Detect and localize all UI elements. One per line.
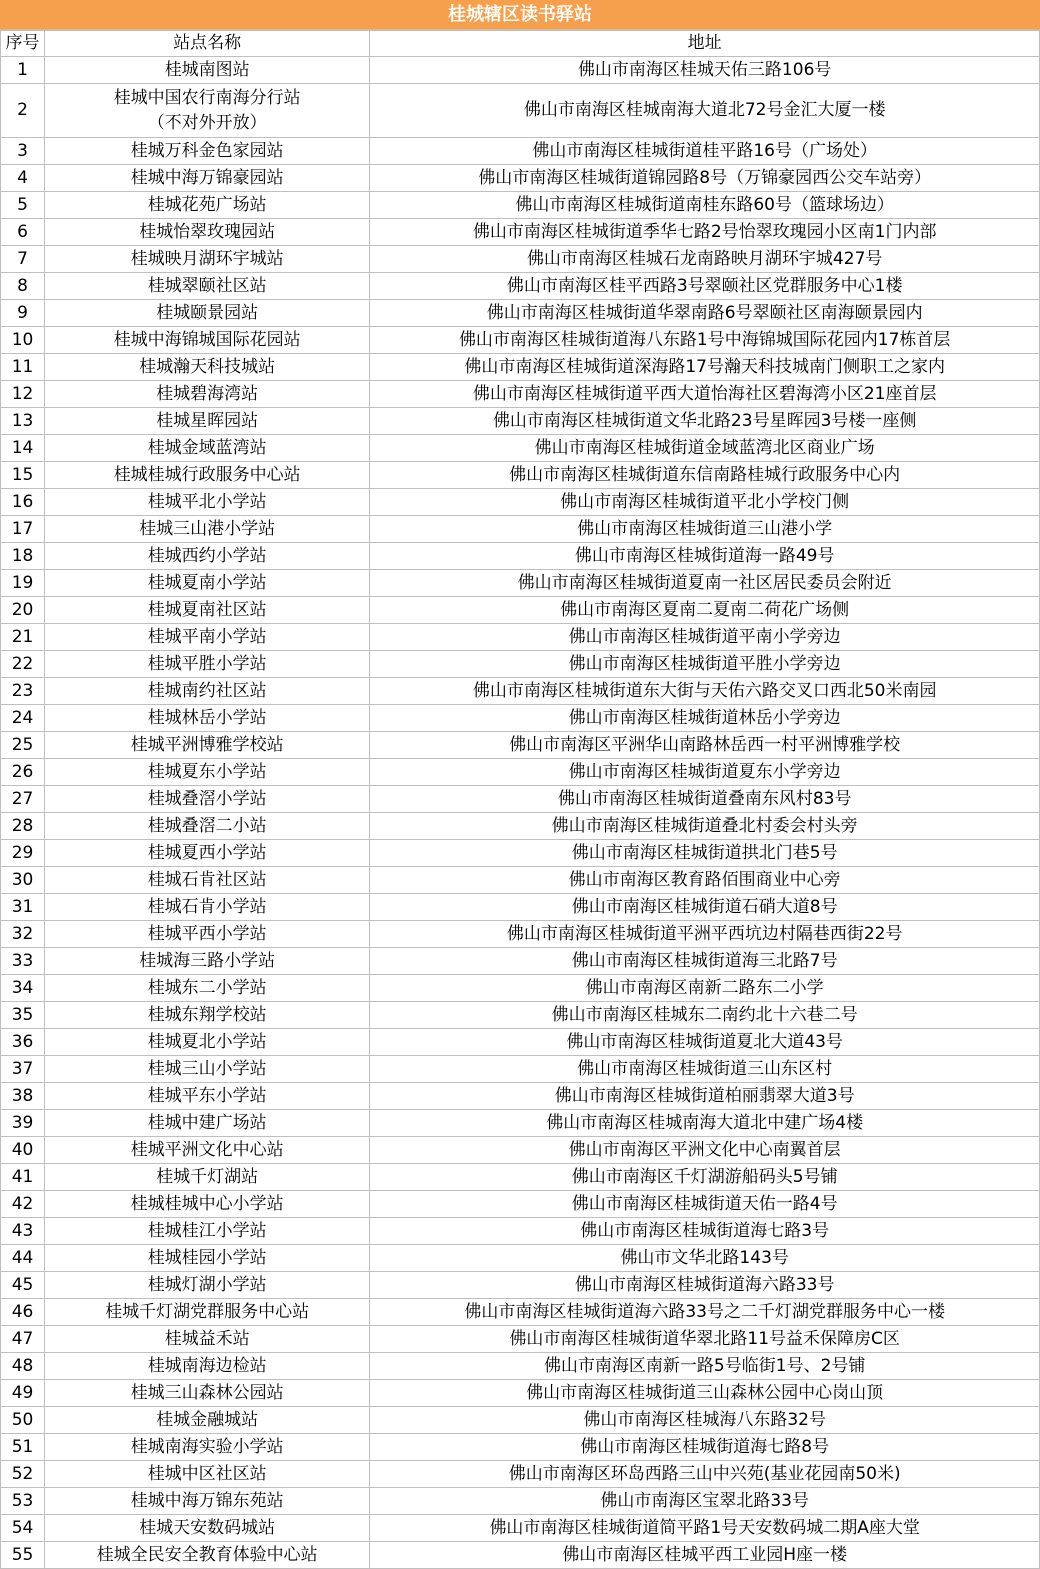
row-number: 48 xyxy=(1,1353,45,1380)
table-row xyxy=(1,624,1040,651)
table-row xyxy=(1,1515,1040,1542)
station-name: 桂城千灯湖党群服务中心站 xyxy=(45,1299,370,1326)
station-name: 桂城全民安全教育体验中心站 xyxy=(45,1542,370,1569)
station-address: 佛山市南海区桂城街道平洲平西坑边村隔巷西街22号 xyxy=(370,921,1040,948)
station-name-line1: 桂城中国农行南海分行站 xyxy=(113,87,301,108)
table-row xyxy=(1,813,1040,840)
table-row xyxy=(1,1191,1040,1218)
station-address: 佛山市南海区桂城街道季华七路2号怡翠玫瑰园小区南1门内部 xyxy=(370,219,1040,246)
row-number: 4 xyxy=(1,165,45,192)
row-number: 39 xyxy=(1,1110,45,1137)
table-row xyxy=(1,840,1040,867)
station-address: 佛山市南海区桂城街道华翠南路6号翠颐社区南海颐景园内 xyxy=(370,300,1040,327)
table-row xyxy=(1,57,1040,84)
station-name: 桂城中海万锦豪园站 xyxy=(45,165,370,192)
row-number: 34 xyxy=(1,975,45,1002)
row-number: 37 xyxy=(1,1056,45,1083)
table-row xyxy=(1,1137,1040,1164)
station-address: 佛山市南海区桂城街道海八东路1号中海锦城国际花园内17栋首层 xyxy=(370,327,1040,354)
header-name: 站点名称 xyxy=(45,31,370,57)
table-row xyxy=(1,192,1040,219)
station-name: 桂城夏北小学站 xyxy=(45,1029,370,1056)
row-number: 5 xyxy=(1,192,45,219)
row-number: 10 xyxy=(1,327,45,354)
station-address: 佛山市南海区桂城街道叠南东风村83号 xyxy=(370,786,1040,813)
row-number: 31 xyxy=(1,894,45,921)
station-address: 佛山市南海区桂城街道华翠北路11号益禾保障房C区 xyxy=(370,1326,1040,1353)
station-address: 佛山市南海区桂城街道三山东区村 xyxy=(370,1056,1040,1083)
station-name: 桂城中海万锦东苑站 xyxy=(45,1488,370,1515)
station-address: 佛山市南海区桂城街道海六路33号 xyxy=(370,1272,1040,1299)
row-number: 16 xyxy=(1,489,45,516)
row-number: 26 xyxy=(1,759,45,786)
table-row xyxy=(1,1110,1040,1137)
station-address: 佛山市南海区桂城南海大道北72号金汇大厦一楼 xyxy=(370,84,1040,138)
station-name: 桂城平南小学站 xyxy=(45,624,370,651)
row-number: 13 xyxy=(1,408,45,435)
row-number: 22 xyxy=(1,651,45,678)
table-row xyxy=(1,516,1040,543)
station-address: 佛山市南海区宝翠北路33号 xyxy=(370,1488,1040,1515)
station-name: 桂城万科金色家园站 xyxy=(45,138,370,165)
row-number: 50 xyxy=(1,1407,45,1434)
row-number: 24 xyxy=(1,705,45,732)
table-row xyxy=(1,948,1040,975)
station-name: 桂城西约小学站 xyxy=(45,543,370,570)
station-name: 桂城花苑广场站 xyxy=(45,192,370,219)
row-number: 51 xyxy=(1,1434,45,1461)
station-address: 佛山市南海区桂城街道天佑一路4号 xyxy=(370,1191,1040,1218)
station-name: 桂城叠滘小学站 xyxy=(45,786,370,813)
table-row xyxy=(1,1002,1040,1029)
station-address: 佛山市南海区桂城街道林岳小学旁边 xyxy=(370,705,1040,732)
station-name: 桂城三山港小学站 xyxy=(45,516,370,543)
row-number: 30 xyxy=(1,867,45,894)
row-number: 6 xyxy=(1,219,45,246)
station-address: 佛山市南海区环岛西路三山中兴苑(基业花园南50米) xyxy=(370,1461,1040,1488)
station-address: 佛山市南海区桂城海八东路32号 xyxy=(370,1407,1040,1434)
station-address: 佛山市南海区桂城天佑三路106号 xyxy=(370,57,1040,84)
station-name: 桂城南海实验小学站 xyxy=(45,1434,370,1461)
header-row xyxy=(1,31,1040,57)
row-number: 1 xyxy=(1,57,45,84)
table-row xyxy=(1,732,1040,759)
row-number: 21 xyxy=(1,624,45,651)
station-name: 桂城平洲文化中心站 xyxy=(45,1137,370,1164)
row-number: 29 xyxy=(1,840,45,867)
row-number: 14 xyxy=(1,435,45,462)
table-row xyxy=(1,84,1040,138)
table-row xyxy=(1,651,1040,678)
station-address: 佛山市南海区桂城街道海一路49号 xyxy=(370,543,1040,570)
station-address: 佛山市南海区桂城街道夏东小学旁边 xyxy=(370,759,1040,786)
station-address: 佛山市南海区千灯湖游船码头5号铺 xyxy=(370,1164,1040,1191)
station-name: 桂城怡翠玫瑰园站 xyxy=(45,219,370,246)
station-name: 桂城南海边检站 xyxy=(45,1353,370,1380)
row-number: 38 xyxy=(1,1083,45,1110)
row-number: 20 xyxy=(1,597,45,624)
station-address: 佛山市南海区桂城街道平西大道怡海社区碧海湾小区21座首层 xyxy=(370,381,1040,408)
station-address: 佛山市南海区桂平西路3号翠颐社区党群服务中心1楼 xyxy=(370,273,1040,300)
row-number: 55 xyxy=(1,1542,45,1569)
table-row xyxy=(1,219,1040,246)
station-address: 佛山市南海区桂城街道海六路33号之二千灯湖党群服务中心一楼 xyxy=(370,1299,1040,1326)
station-name: 桂城夏南小学站 xyxy=(45,570,370,597)
station-address: 佛山市南海区桂城平西工业园H座一楼 xyxy=(370,1542,1040,1569)
station-name: 桂城叠滘二小站 xyxy=(45,813,370,840)
row-number: 23 xyxy=(1,678,45,705)
table-row xyxy=(1,327,1040,354)
row-number: 41 xyxy=(1,1164,45,1191)
table-row xyxy=(1,1542,1040,1569)
table-row xyxy=(1,1299,1040,1326)
station-name: 桂城平东小学站 xyxy=(45,1083,370,1110)
station-name: 桂城石肯小学站 xyxy=(45,894,370,921)
table-row xyxy=(1,1326,1040,1353)
table-row xyxy=(1,165,1040,192)
table-row xyxy=(1,597,1040,624)
row-number: 8 xyxy=(1,273,45,300)
station-address: 佛山市南海区桂城街道平胜小学旁边 xyxy=(370,651,1040,678)
table-row xyxy=(1,786,1040,813)
station-address: 佛山市南海区平洲华山南路林岳西一村平洲博雅学校 xyxy=(370,732,1040,759)
row-number: 53 xyxy=(1,1488,45,1515)
table-row xyxy=(1,273,1040,300)
table-row xyxy=(1,894,1040,921)
station-name-note: （不对外开放） xyxy=(147,112,267,133)
station-name: 桂城东翔学校站 xyxy=(45,1002,370,1029)
table-row xyxy=(1,246,1040,273)
station-name: 桂城瀚天科技城站 xyxy=(45,354,370,381)
table-row xyxy=(1,705,1040,732)
table-row xyxy=(1,1434,1040,1461)
row-number: 49 xyxy=(1,1380,45,1407)
station-address: 佛山市南海区南新二路东二小学 xyxy=(370,975,1040,1002)
station-name: 桂城金域蓝湾站 xyxy=(45,435,370,462)
station-address: 佛山市南海区桂城街道桂平路16号（广场处） xyxy=(370,138,1040,165)
station-name: 桂城桂江小学站 xyxy=(45,1218,370,1245)
table-row xyxy=(1,138,1040,165)
station-name: 桂城夏西小学站 xyxy=(45,840,370,867)
row-number: 45 xyxy=(1,1272,45,1299)
station-address: 佛山市南海区桂城街道叠北村委会村头旁 xyxy=(370,813,1040,840)
station-address: 佛山市南海区桂城街道夏北大道43号 xyxy=(370,1029,1040,1056)
table-row xyxy=(1,570,1040,597)
row-number: 7 xyxy=(1,246,45,273)
station-name: 桂城夏东小学站 xyxy=(45,759,370,786)
row-number: 11 xyxy=(1,354,45,381)
table-row xyxy=(1,1029,1040,1056)
row-number: 3 xyxy=(1,138,45,165)
table-row xyxy=(1,462,1040,489)
row-number: 27 xyxy=(1,786,45,813)
table-row xyxy=(1,1353,1040,1380)
row-number: 43 xyxy=(1,1218,45,1245)
table-row xyxy=(1,1245,1040,1272)
station-name: 桂城中区社区站 xyxy=(45,1461,370,1488)
station-name: 桂城桂园小学站 xyxy=(45,1245,370,1272)
station-address: 佛山市南海区桂城街道三山港小学 xyxy=(370,516,1040,543)
station-name: 桂城三山小学站 xyxy=(45,1056,370,1083)
table-row xyxy=(1,354,1040,381)
table-row xyxy=(1,1461,1040,1488)
row-number: 33 xyxy=(1,948,45,975)
station-name: 桂城灯湖小学站 xyxy=(45,1272,370,1299)
station-address: 佛山市南海区桂城石龙南路映月湖环宇城427号 xyxy=(370,246,1040,273)
station-name: 桂城碧海湾站 xyxy=(45,381,370,408)
station-address: 佛山市南海区桂城街道金域蓝湾北区商业广场 xyxy=(370,435,1040,462)
table-row xyxy=(1,1380,1040,1407)
station-address: 佛山市南海区桂城街道三山森林公园中心岗山顶 xyxy=(370,1380,1040,1407)
table-row xyxy=(1,678,1040,705)
header-address: 地址 xyxy=(370,31,1040,57)
table-row xyxy=(1,489,1040,516)
row-number: 44 xyxy=(1,1245,45,1272)
table-row xyxy=(1,408,1040,435)
station-name: 桂城平洲博雅学校站 xyxy=(45,732,370,759)
station-name: 桂城东二小学站 xyxy=(45,975,370,1002)
row-number: 9 xyxy=(1,300,45,327)
station-name: 桂城海三路小学站 xyxy=(45,948,370,975)
table-row xyxy=(1,1218,1040,1245)
station-address: 佛山市南海区桂城街道夏南一社区居民委员会附近 xyxy=(370,570,1040,597)
station-address: 佛山市南海区桂城街道平北小学校门侧 xyxy=(370,489,1040,516)
row-number: 17 xyxy=(1,516,45,543)
station-address: 佛山市南海区桂城街道南桂东路60号（篮球场边） xyxy=(370,192,1040,219)
station-address: 佛山市南海区桂城街道柏丽翡翠大道3号 xyxy=(370,1083,1040,1110)
station-name: 桂城林岳小学站 xyxy=(45,705,370,732)
station-name: 桂城金融城站 xyxy=(45,1407,370,1434)
station-name: 桂城天安数码城站 xyxy=(45,1515,370,1542)
station-name: 桂城桂城中心小学站 xyxy=(45,1191,370,1218)
row-number: 47 xyxy=(1,1326,45,1353)
row-number: 12 xyxy=(1,381,45,408)
station-address: 佛山市南海区桂城街道锦园路8号（万锦豪园西公交车站旁） xyxy=(370,165,1040,192)
table-row xyxy=(1,1056,1040,1083)
row-number: 2 xyxy=(1,84,45,138)
station-address: 佛山市南海区桂城街道海七路3号 xyxy=(370,1218,1040,1245)
station-name: 桂城映月湖环宇城站 xyxy=(45,246,370,273)
table-row xyxy=(1,1164,1040,1191)
station-name: 桂城千灯湖站 xyxy=(45,1164,370,1191)
station-address: 佛山市南海区桂城街道东信南路桂城行政服务中心内 xyxy=(370,462,1040,489)
table-row xyxy=(1,300,1040,327)
station-name: 桂城翠颐社区站 xyxy=(45,273,370,300)
row-number: 46 xyxy=(1,1299,45,1326)
row-number: 42 xyxy=(1,1191,45,1218)
station-table xyxy=(0,30,1040,1569)
table-row xyxy=(1,975,1040,1002)
station-name: 桂城中建广场站 xyxy=(45,1110,370,1137)
row-number: 19 xyxy=(1,570,45,597)
station-name: 桂城石肯社区站 xyxy=(45,867,370,894)
table-row xyxy=(1,759,1040,786)
row-number: 28 xyxy=(1,813,45,840)
row-number: 15 xyxy=(1,462,45,489)
station-address: 佛山市南海区夏南二夏南二荷花广场侧 xyxy=(370,597,1040,624)
station-address: 佛山市南海区桂城街道简平路1号天安数码城二期A座大堂 xyxy=(370,1515,1040,1542)
station-name: 桂城夏南社区站 xyxy=(45,597,370,624)
table-row xyxy=(1,921,1040,948)
header-no: 序号 xyxy=(1,31,45,57)
table-row xyxy=(1,1407,1040,1434)
table-row xyxy=(1,1272,1040,1299)
station-name: 桂城颐景园站 xyxy=(45,300,370,327)
row-number: 25 xyxy=(1,732,45,759)
table-row xyxy=(1,543,1040,570)
station-address: 佛山市南海区桂城街道海七路8号 xyxy=(370,1434,1040,1461)
station-name: 桂城益禾站 xyxy=(45,1326,370,1353)
station-name: 桂城三山森林公园站 xyxy=(45,1380,370,1407)
table-row xyxy=(1,867,1040,894)
station-name: 桂城平西小学站 xyxy=(45,921,370,948)
row-number: 40 xyxy=(1,1137,45,1164)
station-name xyxy=(45,84,370,138)
station-address: 佛山市南海区桂城街道深海路17号瀚天科技城南门侧职工之家内 xyxy=(370,354,1040,381)
station-address: 佛山市南海区平洲文化中心南翼首层 xyxy=(370,1137,1040,1164)
station-address: 佛山市南海区桂城街道东大街与天佑六路交叉口西北50米南园 xyxy=(370,678,1040,705)
row-number: 52 xyxy=(1,1461,45,1488)
table-row xyxy=(1,1488,1040,1515)
station-address: 佛山市南海区桂城东二南约北十六巷二号 xyxy=(370,1002,1040,1029)
station-address: 佛山市南海区南新一路5号临街1号、2号铺 xyxy=(370,1353,1040,1380)
row-number: 18 xyxy=(1,543,45,570)
station-address: 佛山市南海区桂城街道平南小学旁边 xyxy=(370,624,1040,651)
station-address: 佛山市南海区桂城街道文华北路23号星晖园3号楼一座侧 xyxy=(370,408,1040,435)
station-name: 桂城桂城行政服务中心站 xyxy=(45,462,370,489)
table-row xyxy=(1,381,1040,408)
row-number: 36 xyxy=(1,1029,45,1056)
station-address: 佛山市文华北路143号 xyxy=(370,1245,1040,1272)
station-name: 桂城南约社区站 xyxy=(45,678,370,705)
station-address: 佛山市南海区教育路佰围商业中心旁 xyxy=(370,867,1040,894)
station-address: 佛山市南海区桂城街道拱北门巷5号 xyxy=(370,840,1040,867)
row-number: 54 xyxy=(1,1515,45,1542)
station-name: 桂城中海锦城国际花园站 xyxy=(45,327,370,354)
row-number: 32 xyxy=(1,921,45,948)
station-name: 桂城平胜小学站 xyxy=(45,651,370,678)
station-address: 佛山市南海区桂城街道石硝大道8号 xyxy=(370,894,1040,921)
station-name: 桂城星晖园站 xyxy=(45,408,370,435)
row-number: 35 xyxy=(1,1002,45,1029)
station-address: 佛山市南海区桂城街道海三北路7号 xyxy=(370,948,1040,975)
station-name: 桂城平北小学站 xyxy=(45,489,370,516)
table-row xyxy=(1,1083,1040,1110)
table-title: 桂城辖区读书驿站 xyxy=(0,0,1040,30)
table-row xyxy=(1,435,1040,462)
station-name: 桂城南图站 xyxy=(45,57,370,84)
station-address: 佛山市南海区桂城南海大道北中建广场4楼 xyxy=(370,1110,1040,1137)
